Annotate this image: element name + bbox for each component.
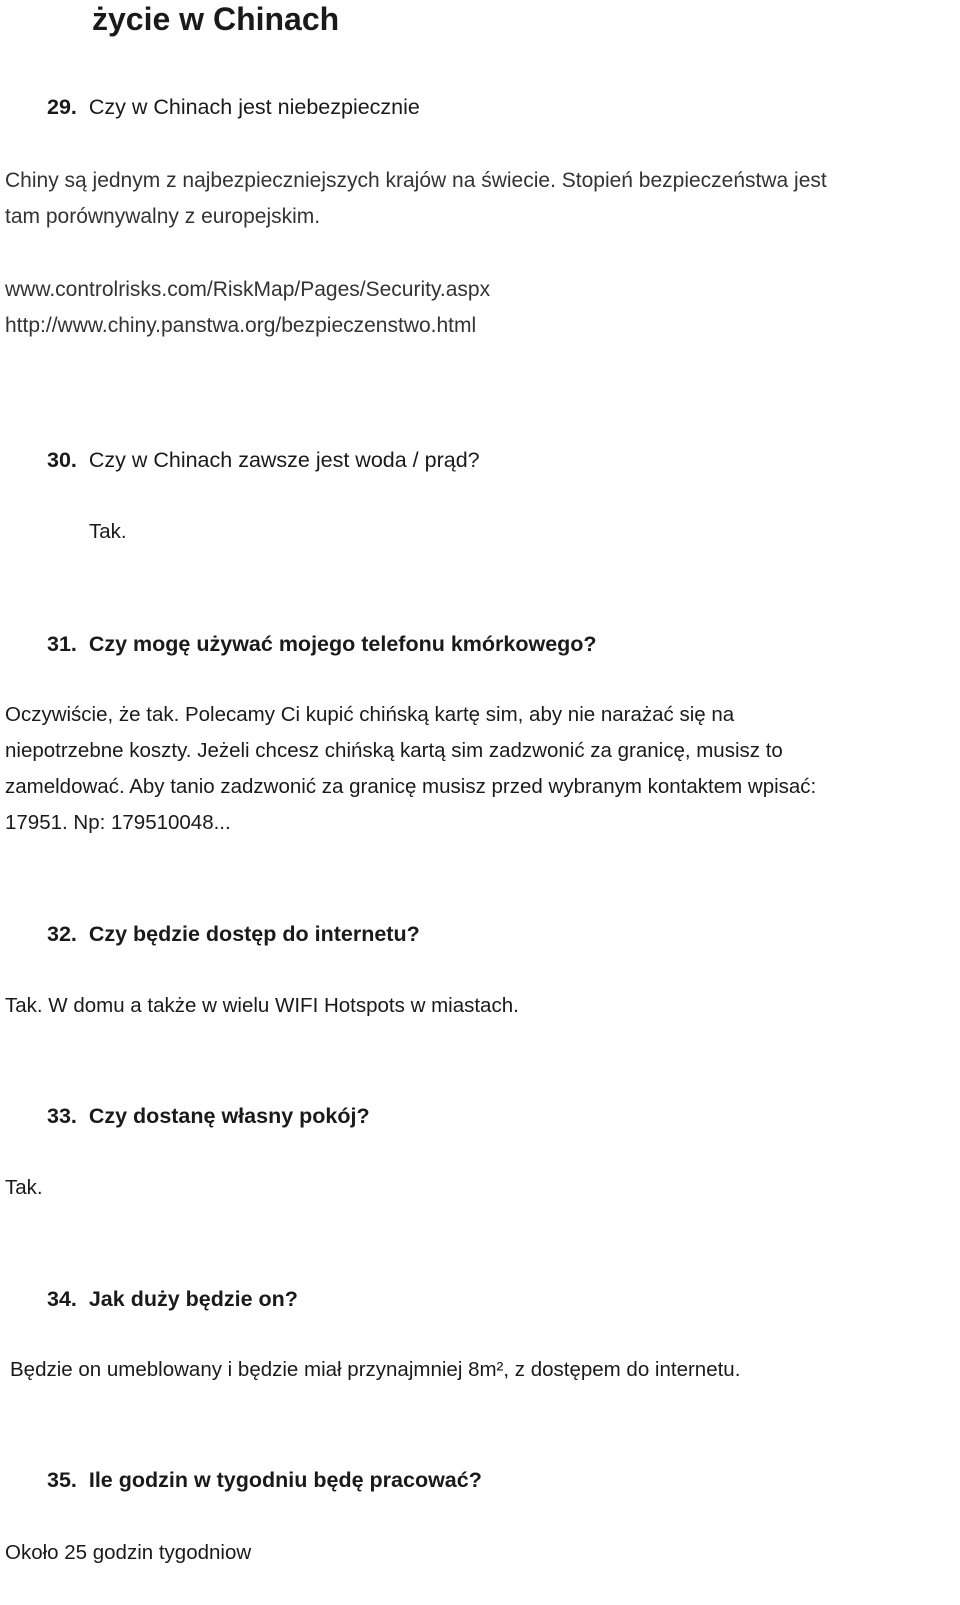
question-number: 31. [47, 632, 77, 656]
question-text: Czy mogę używać mojego telefonu kmórkowego? [88, 632, 597, 656]
question-32 [47, 920, 420, 948]
question-number: 29. [47, 95, 77, 119]
link-chiny-panstwa[interactable]: http://www.chiny.panstwa.org/bezpieczenstwo.html [5, 314, 477, 337]
question-31 [47, 630, 597, 658]
answer-30: Tak. [89, 520, 127, 543]
question-text: Czy w Chinach zawsze jest woda / prąd? [88, 448, 480, 472]
link-controlrisks[interactable]: www.controlrisks.com/RiskMap/Pages/Security.aspx [5, 278, 491, 301]
answer-29-line-2: tam porównywalny z europejskim. [5, 205, 321, 228]
question-30 [47, 446, 480, 474]
question-number: 30. [47, 448, 77, 472]
answer-31-line-1: Oczywiście, że tak. Polecamy Ci kupić chińską kartę sim, aby nie narażać się na [5, 703, 735, 726]
answer-31-line-2: niepotrzebne koszty. Jeżeli chcesz chińską kartą sim zadzwonić za granicę, musisz to [5, 739, 783, 762]
question-text: Jak duży będzie on? [88, 1287, 298, 1311]
answer-34: Będzie on umeblowany i będzie miał przynajmniej 8m², z dostępem do internetu. [10, 1358, 741, 1381]
question-number: 33. [47, 1104, 77, 1128]
question-34 [47, 1285, 298, 1313]
answer-32: Tak. W domu a także w wielu WIFI Hotspots w miastach. [5, 994, 519, 1017]
question-number: 35. [47, 1468, 77, 1492]
question-35 [47, 1466, 482, 1494]
answer-31-line-4: 17951. Np: 179510048... [5, 811, 231, 834]
question-number: 34. [47, 1287, 77, 1311]
answer-33: Tak. [5, 1176, 43, 1199]
answer-35: Około 25 godzin tygodniow [5, 1541, 252, 1564]
question-29 [47, 93, 420, 121]
question-text: Czy będzie dostęp do internetu? [88, 922, 420, 946]
question-text: Czy dostanę własny pokój? [88, 1104, 370, 1128]
question-number: 32. [47, 922, 77, 946]
answer-29-line-1: Chiny są jednym z najbezpieczniejszych krajów na świecie. Stopień bezpieczeństwa jest [5, 169, 827, 192]
answer-31-line-3: zameldować. Aby tanio zadzwonić za granicę musisz przed wybranym kontaktem wpisać: [5, 775, 817, 798]
question-text: Ile godzin w tygodniu będę pracować? [88, 1468, 482, 1492]
page-title: życie w Chinach [92, 1, 340, 37]
question-text: Czy w Chinach jest niebezpiecznie [88, 95, 420, 119]
question-33 [47, 1102, 370, 1130]
